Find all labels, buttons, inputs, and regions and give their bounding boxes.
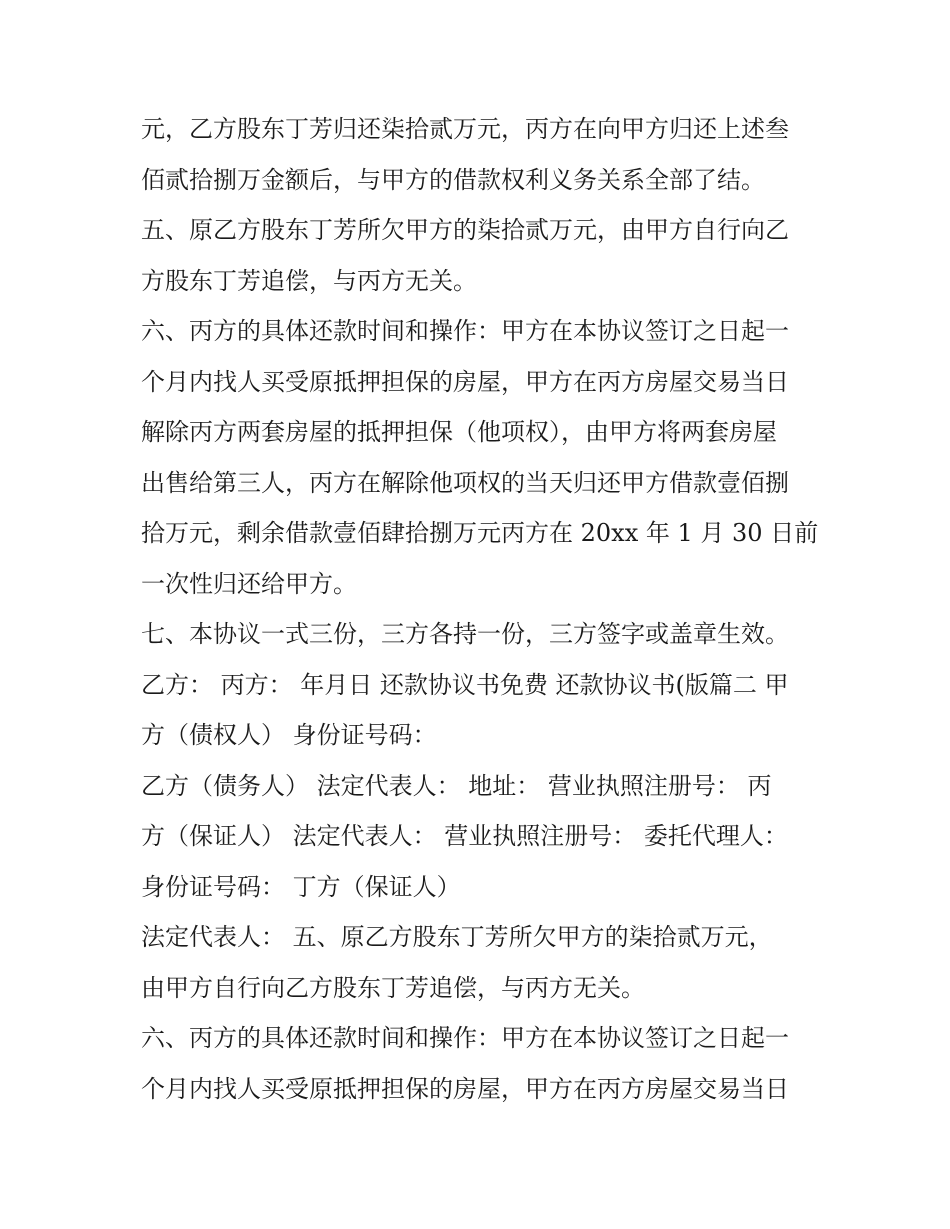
text-line: 五、原乙方股东丁芳所欠甲方的柒拾贰万元，由甲方自行向乙	[141, 216, 789, 244]
text-line: 拾万元，剩余借款壹佰肆拾捌万元丙方在 20xx 年 1 月 30 日前	[141, 519, 819, 547]
text-line: 七、本协议一式三份，三方各持一份，三方签字或盖章生效。	[141, 620, 789, 648]
text-line: 元，乙方股东丁芳归还柒拾贰万元，丙方在向甲方归还上述叁	[141, 115, 789, 143]
text-line: 佰贰拾捌万金额后，与甲方的借款权利义务关系全部了结。	[141, 165, 765, 194]
text-line: 方（债权人） 身份证号码：	[141, 721, 437, 749]
text-line: 个月内找人买受原抵押担保的房屋，甲方在丙方房屋交易当日	[141, 367, 789, 396]
text-line: 方股东丁芳追偿，与丙方无关。	[141, 266, 477, 295]
text-line: 个月内找人买受原抵押担保的房屋，甲方在丙方房屋交易当日	[141, 1074, 789, 1103]
document-body	[141, 104, 821, 1114]
text-line: 六、丙方的具体还款时间和操作：甲方在本协议签订之日起一	[141, 1024, 789, 1052]
text-line: 由甲方自行向乙方股东丁芳追偿，与丙方无关。	[141, 973, 645, 1002]
text-line: 法定代表人： 五、原乙方股东丁芳所欠甲方的柒拾贰万元，	[141, 923, 773, 951]
text-line: 出售给第三人，丙方在解除他项权的当天归还甲方借款壹佰捌	[141, 468, 789, 497]
text-line: 身份证号码： 丁方（保证人）	[141, 872, 461, 901]
text-line: 解除丙方两套房屋的抵押担保（他项权），由甲方将两套房屋	[141, 418, 777, 446]
text-line: 乙方（债务人） 法定代表人： 地址： 营业执照注册号： 丙	[141, 771, 772, 800]
text-line: 一次性归还给甲方。	[141, 569, 357, 598]
text-line: 方（保证人） 法定代表人： 营业执照注册号： 委托代理人：	[141, 822, 788, 850]
text-line: 六、丙方的具体还款时间和操作：甲方在本协议签订之日起一	[141, 317, 789, 345]
text-line: 乙方： 丙方： 年月日 还款协议书免费 还款协议书(版篇二 甲	[141, 670, 789, 699]
